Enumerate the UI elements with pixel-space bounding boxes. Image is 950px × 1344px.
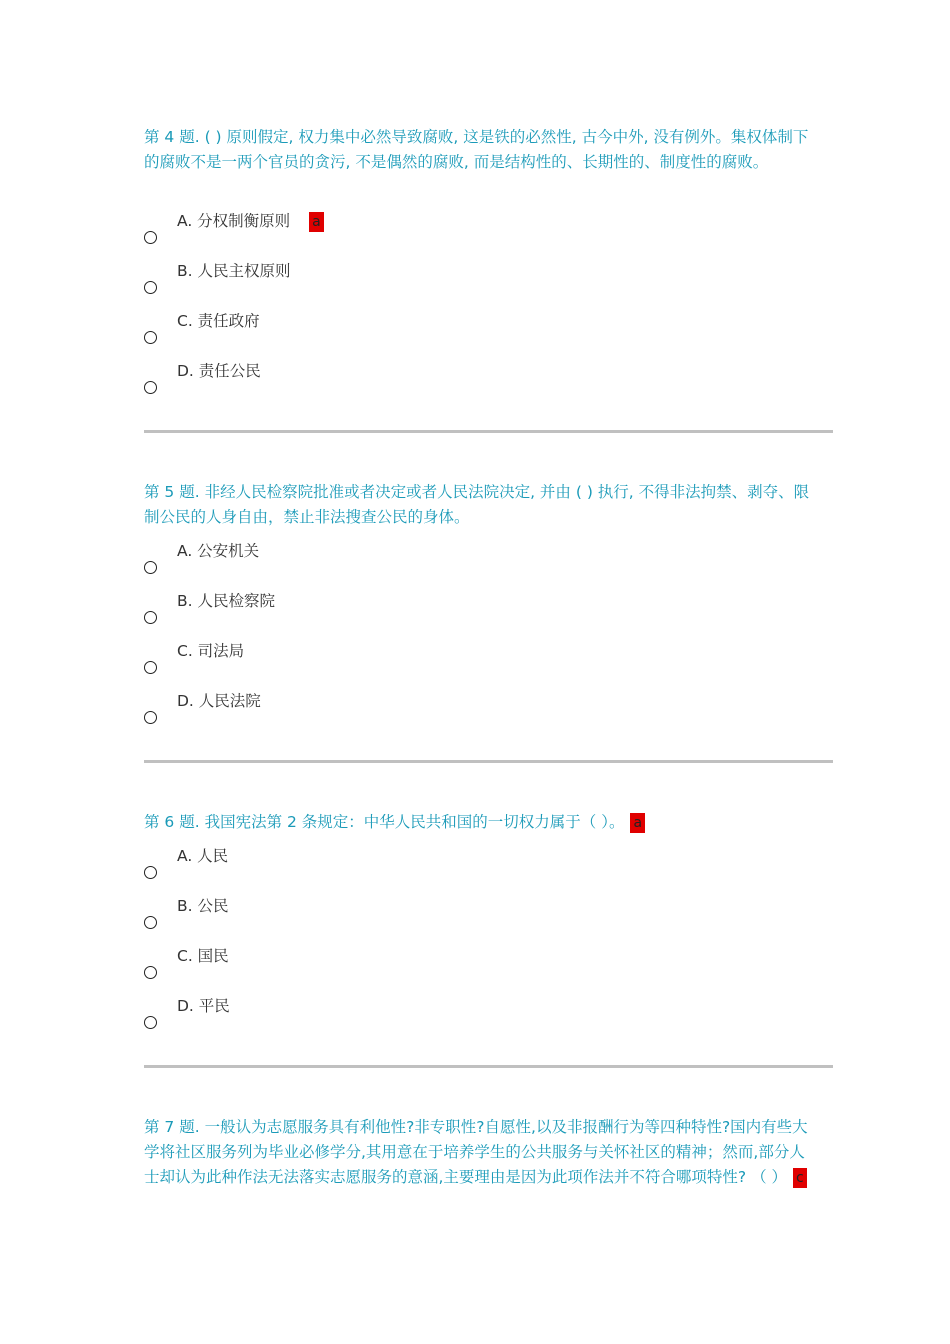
question-4 [144,125,816,175]
option-label: D. 人民法院 [177,692,261,710]
answer-mark: a [630,813,645,833]
radio-button[interactable] [144,1016,157,1029]
option-4b[interactable] [144,261,544,301]
option-6c[interactable] [144,946,544,986]
option-4a[interactable] [144,211,544,251]
option-label: B. 人民主权原则 [177,262,291,280]
question-6-text: 第 6 题. 我国宪法第 2 条规定：中华人民共和国的一切权力属于（ ）。 [144,813,625,831]
answer-mark: a [309,212,324,232]
option-label: A. 公安机关 [177,542,260,560]
option-5d[interactable] [144,691,544,731]
question-7-text: 第 7 题. 一般认为志愿服务具有利他性?非专职性?自愿性,以及非报酬行为等四种特性?国内有些大学将社区服务列为毕业必修学分,其用意在于培养学生的公共服务与关怀社区的精神；然而,部分人士却认为此种作法无法落实志愿服务的意涵,主要理由是因为此项作法并不符合哪项特性? （ ） [144,1118,808,1186]
option-6b[interactable] [144,896,544,936]
option-label: A. 人民 [177,847,229,865]
radio-button[interactable] [144,281,157,294]
option-5c[interactable] [144,641,544,681]
radio-button[interactable] [144,661,157,674]
divider [144,430,833,433]
option-5a[interactable] [144,541,544,581]
question-7 [144,1115,816,1190]
option-4d[interactable] [144,361,544,401]
answer-mark: c [793,1168,807,1188]
question-5-text: 第 5 题. 非经人民检察院批准或者决定或者人民法院决定, 并由 ( ) 执行, 不得非法拘禁、剥夺、限制公民的人身自由，禁止非法搜查公民的身体。 [144,483,810,526]
radio-button[interactable] [144,916,157,929]
divider [144,760,833,763]
option-label: D. 平民 [177,997,230,1015]
radio-button[interactable] [144,381,157,394]
option-5b[interactable] [144,591,544,631]
radio-button[interactable] [144,866,157,879]
question-5 [144,480,816,530]
question-6 [144,810,816,835]
question-4-text: 第 4 题. ( ) 原则假定, 权力集中必然导致腐败, 这是铁的必然性, 古今中外, 没有例外。集权体制下的腐败不是一两个官员的贪污, 不是偶然的腐败, 而是结构性的、长期性的、制度性的腐败。 [144,128,809,171]
option-4c[interactable] [144,311,544,351]
option-label: A. 分权制衡原则 [177,212,291,230]
option-6d[interactable] [144,996,544,1036]
option-label: C. 司法局 [177,642,245,660]
option-label: D. 责任公民 [177,362,261,380]
radio-button[interactable] [144,966,157,979]
radio-button[interactable] [144,611,157,624]
radio-button[interactable] [144,711,157,724]
radio-button[interactable] [144,331,157,344]
divider [144,1065,833,1068]
option-label: B. 人民检察院 [177,592,275,610]
option-label: C. 责任政府 [177,312,260,330]
radio-button[interactable] [144,561,157,574]
radio-button[interactable] [144,231,157,244]
option-label: B. 公民 [177,897,229,915]
option-label: C. 国民 [177,947,229,965]
option-6a[interactable] [144,846,544,886]
